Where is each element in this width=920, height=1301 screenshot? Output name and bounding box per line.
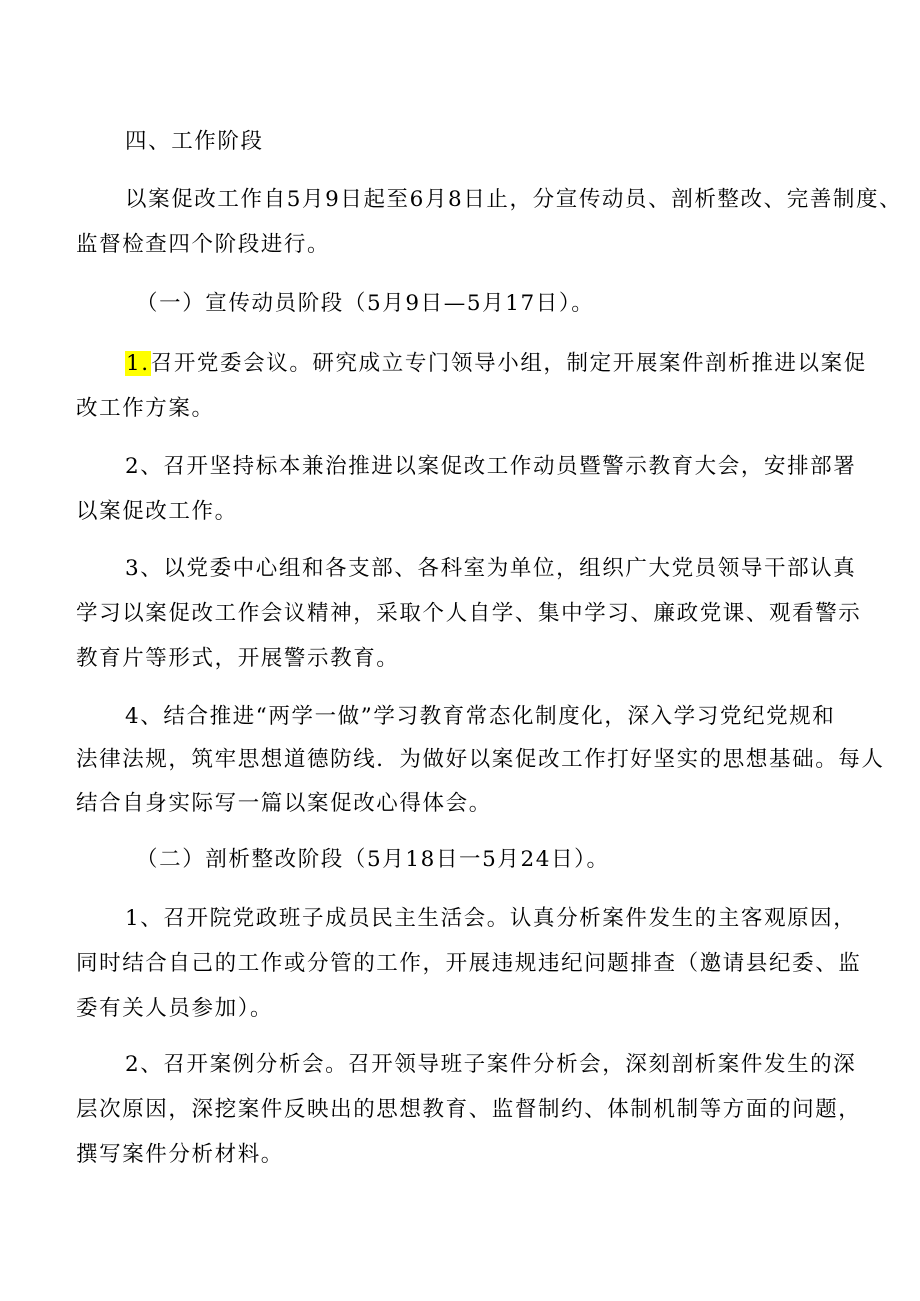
item-1-line-1 — [125, 350, 867, 378]
item-3-line-2: 学习以案促改工作会议精神，采取个人自学、集中学习、廉政党课、观看警示 — [76, 601, 862, 626]
item-3-line-1: 3、以党委中心组和各支部、各科室为单位，组织广大党员领导干部认真 — [125, 556, 857, 581]
s2-item-1-line-2: 同时结合自己的工作或分管的工作，开展违规违纪问题排查（邀请县纪委、监 — [76, 951, 862, 976]
section-heading: 四、工作阶段 — [125, 129, 264, 154]
item-4-line-3: 结合自身实际写一篇以案促改心得体会。 — [76, 791, 492, 816]
s2-item-1-line-3: 委有关人员参加）。 — [76, 996, 274, 1021]
subsection-title-1: （一）宣传动员阶段（5月9日—5月17日）。 — [136, 291, 595, 316]
intro-line-1: 以案促改工作自5月9日起至6月8日止，分宣传动员、剖析整改、完善制度、 — [125, 187, 903, 212]
item-2-line-2: 以案促改工作。 — [76, 499, 238, 524]
item-4-line-2: 法律法规，筑牢思想道德防线．为做好以案促改工作打好坚实的思想基础。每人 — [76, 747, 885, 772]
highlight-marker: 1. — [126, 351, 150, 376]
item-4-line-1: 4、结合推进“两学一做”学习教育常态化制度化，深入学习党纪党规和 — [125, 704, 836, 729]
intro-line-2: 监督检查四个阶段进行。 — [76, 232, 331, 257]
item-1-line-2: 改工作方案。 — [76, 396, 215, 421]
s2-item-2-line-1: 2、召开案例分析会。召开领导班子案件分析会，深刻剖析案件发生的深 — [125, 1052, 857, 1077]
s2-item-2-line-3: 撰写案件分析材料。 — [76, 1142, 284, 1167]
item-3-line-3: 教育片等形式，开展警示教育。 — [76, 646, 400, 671]
s2-item-1-line-1: 1、召开院党政班子成员民主生活会。认真分析案件发生的主客观原因， — [125, 906, 857, 931]
s2-item-2-line-2: 层次原因，深挖案件反映出的思想教育、监督制约、体制机制等方面的问题， — [76, 1097, 862, 1122]
item-2-line-1: 2、召开坚持标本兼治推进以案促改工作动员暨警示教育大会，安排部署 — [125, 454, 857, 479]
subsection-title-2: （二）剖析整改阶段（5月18日一5月24日）。 — [136, 847, 610, 872]
item-1-text: 召开党委会议。研究成立专门领导小组，制定开展案件剖析推进以案促 — [150, 351, 867, 376]
